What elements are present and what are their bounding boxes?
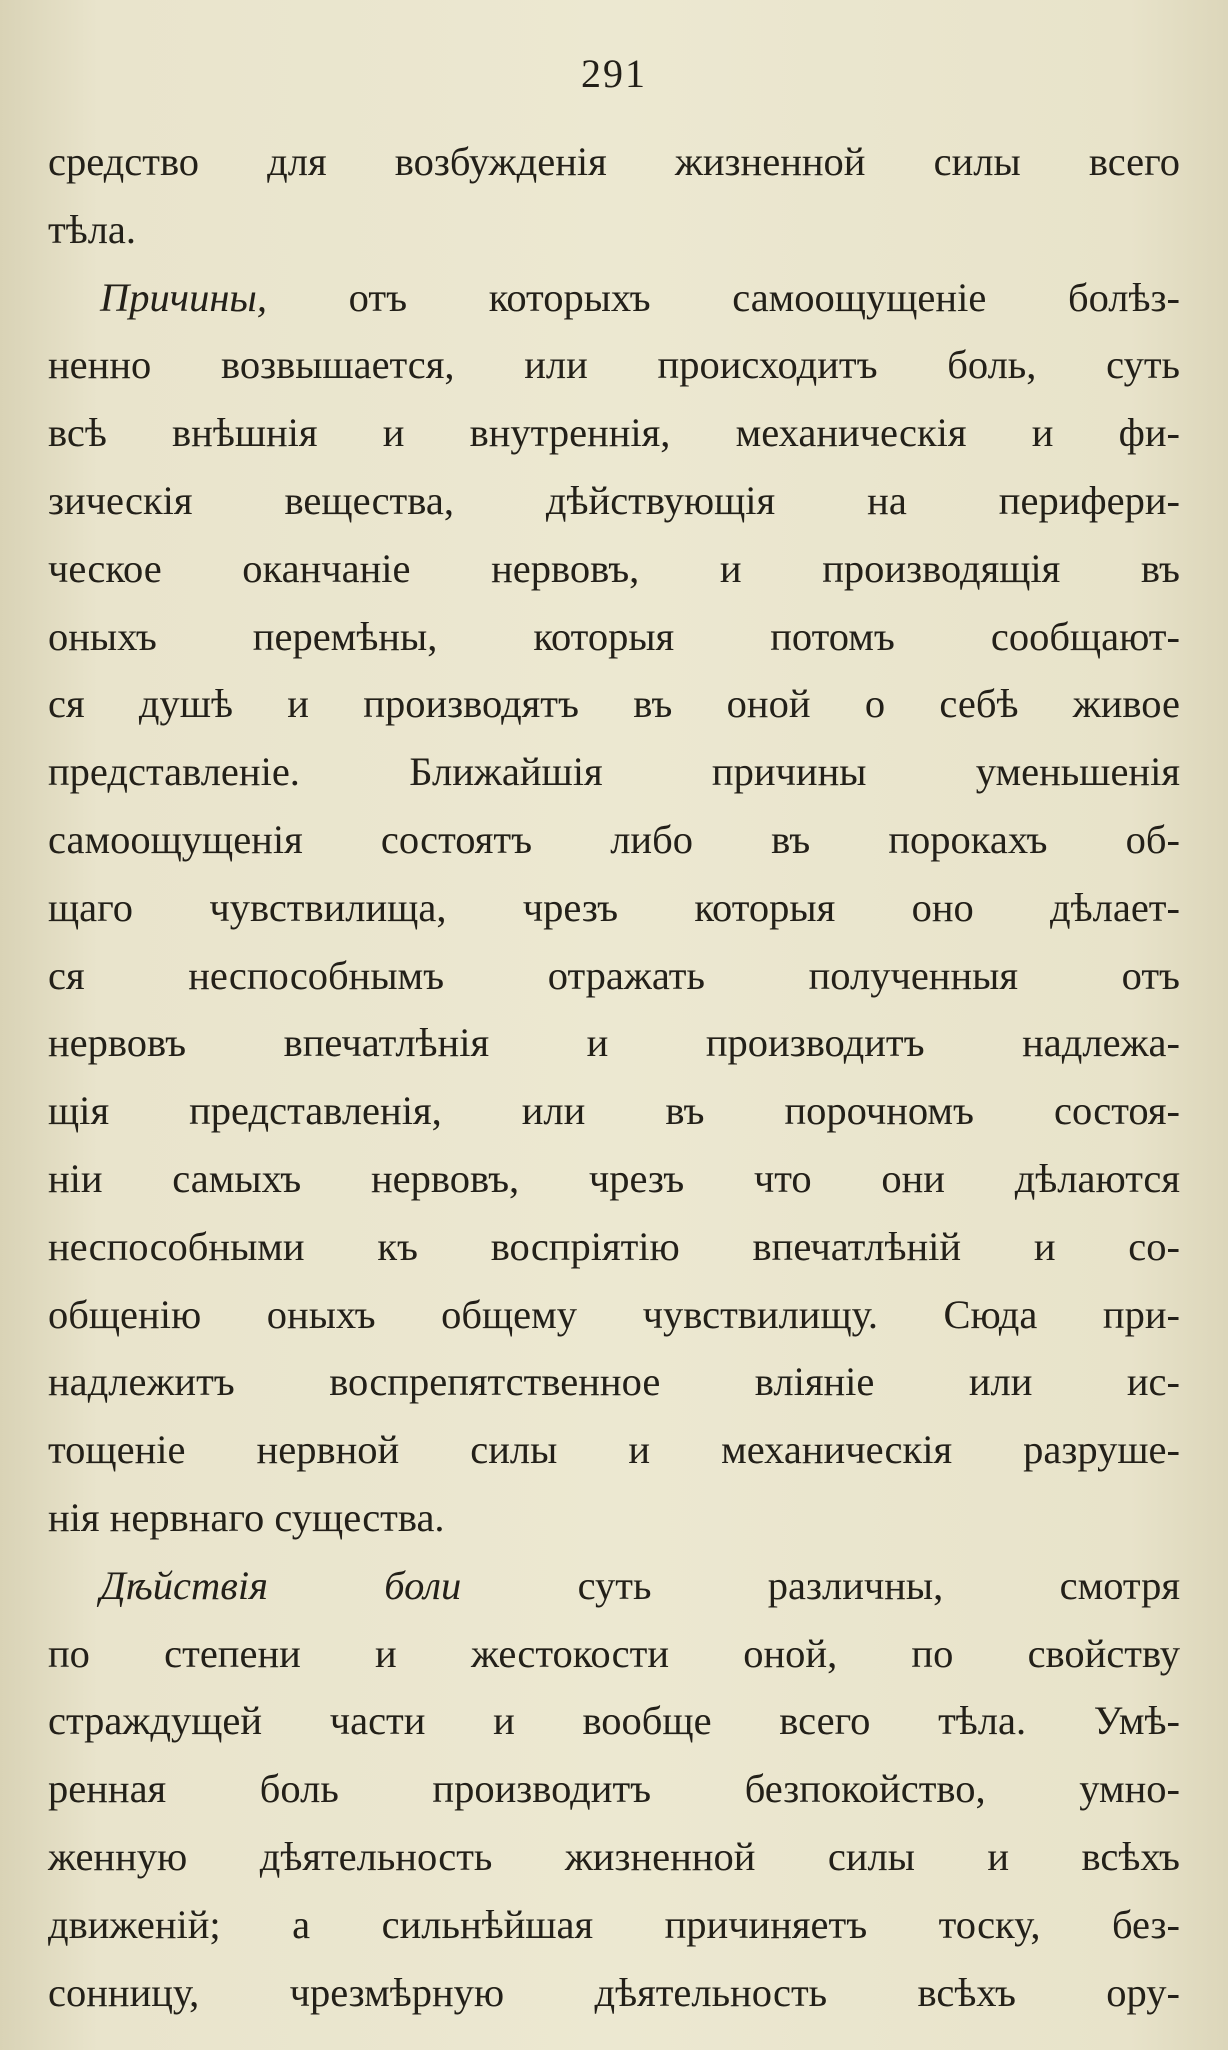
- page-number: 291: [581, 51, 647, 96]
- text-line: женную дѣятельность жизненной силы и всѣхъ: [48, 1833, 1180, 1879]
- text-run: отъ которыхъ самоощущеніе болѣз-: [348, 274, 1180, 320]
- text-line: тѣла.: [48, 206, 137, 252]
- text-line: представленіе. Ближайшія причины уменьшенія: [48, 749, 1180, 795]
- text-line: [48, 264, 1180, 332]
- text-line: общенію оныхъ общему чувствилищу. Сюда при-: [48, 1291, 1180, 1337]
- text-line: ческое оканчаніе нервовъ, и производящія въ: [48, 545, 1180, 591]
- text-line: ся неспособнымъ отражать полученныя отъ: [48, 952, 1180, 998]
- text-line: ненно возвышается, или происходитъ боль, суть: [48, 342, 1180, 388]
- text-line: щія представленія, или въ порочномъ состоя-: [48, 1088, 1180, 1134]
- text-line: ся душѣ и производятъ въ оной о себѣ живое: [48, 681, 1180, 727]
- text-line: зическія вещества, дѣйствующія на перифери-: [48, 477, 1180, 523]
- text-line: ренная боль производитъ безпокойство, умно-: [48, 1766, 1180, 1812]
- text-line: неспособными къ воспріятію впечатлѣній и со-: [48, 1223, 1180, 1269]
- text-line: всѣ внѣшнія и внутреннія, механическія и фи-: [48, 410, 1180, 456]
- text-line: нервовъ впечатлѣнія и производитъ надлежа-: [48, 1020, 1180, 1066]
- text-line: по степени и жестокости оной, по свойству: [48, 1630, 1180, 1676]
- text-line: ніи самыхъ нервовъ, чрезъ что они дѣлаются: [48, 1155, 1180, 1201]
- text-line: [48, 1552, 1180, 1620]
- italic-lead: Дѣйствія боли: [100, 1562, 462, 1608]
- text-line: самоощущенія состоятъ либо въ порокахъ об-: [48, 816, 1180, 862]
- text-line: щаго чувствилища, чрезъ которыя оно дѣлает-: [48, 884, 1180, 930]
- text-line: средство для возбужденія жизненной силы всего: [48, 139, 1180, 184]
- text-line: движеній; а сильнѣйшая причиняетъ тоску, без-: [48, 1901, 1180, 1947]
- text-run: суть различны, смотря: [577, 1562, 1180, 1608]
- italic-lead: Причины,: [100, 274, 267, 320]
- text-line: надлежитъ воспрепятственное вліяніе или ис-: [48, 1359, 1180, 1405]
- text-line: страждущей части и вообще всего тѣла. Умѣ-: [48, 1698, 1180, 1744]
- text-line: нія нервнаго существа.: [48, 1494, 445, 1540]
- text-line: тощеніе нервной силы и механическія разруше-: [48, 1427, 1180, 1473]
- text-line: оныхъ перемѣны, которыя потомъ сообщают-: [48, 613, 1180, 659]
- text-line: сонницу, чрезмѣрную дѣятельность всѣхъ ору-: [48, 1969, 1180, 2015]
- body-text: [48, 128, 1180, 2026]
